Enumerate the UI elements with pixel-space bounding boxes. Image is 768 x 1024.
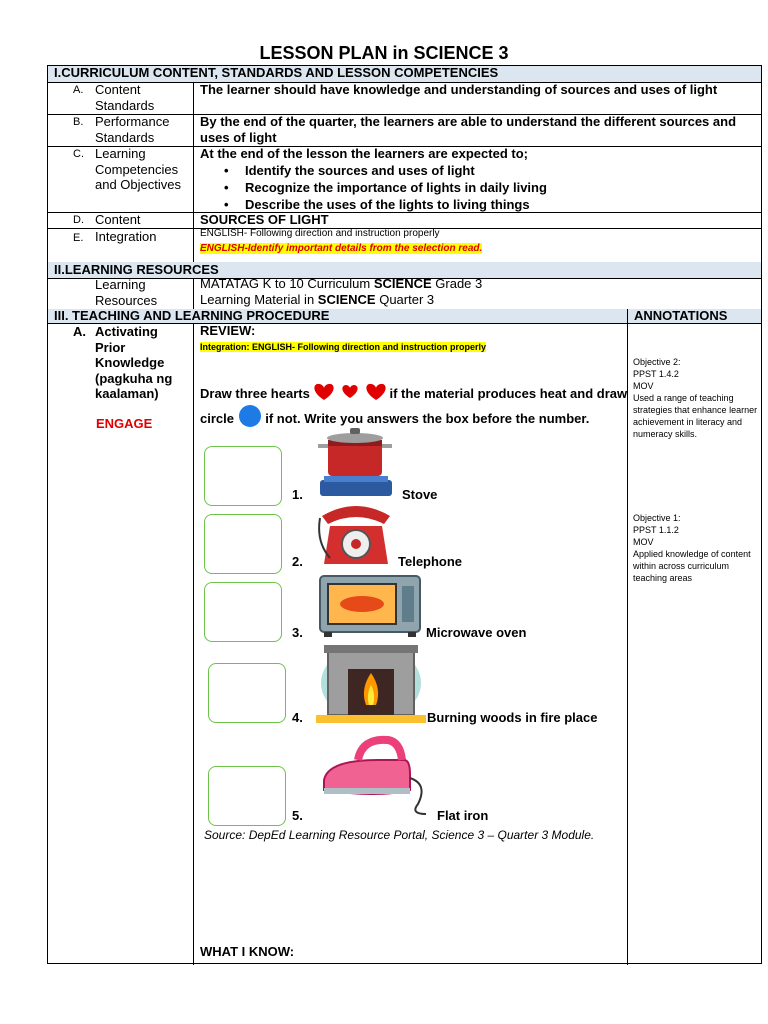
resource-line-2-bold: SCIENCE [317,292,376,307]
resource-line-1-pre: MATATAG K to 10 Curriculum [200,276,374,291]
item-label: Burning woods in fire place [427,710,598,725]
item-number: 5. [292,808,303,823]
resource-line-1 [200,276,482,292]
annotation-line: MOV [633,537,654,547]
review-heading: REVIEW: [200,323,256,338]
instruction-d: if not. Write you answers the box before the number. [265,411,590,426]
instruction-line-2 [200,404,589,428]
answer-box-4[interactable] [208,663,286,723]
row-e-letter: E. [73,232,84,244]
item-number: 3. [292,625,303,640]
annotation-line: MOV [633,381,654,391]
annotations-heading: ANNOTATIONS [628,309,761,323]
resource-line-2-pre: Learning Material in [200,292,318,307]
stove-icon [316,426,396,498]
row-a-text: The learner should have knowledge and understanding of sources and uses of light [200,82,718,97]
source-citation: Source: DepEd Learning Resource Portal, Science 3 – Quarter 3 Module. [204,828,595,842]
microwave-icon [318,572,422,638]
annotation-line: Used a range of teaching strategies that enhance learner achievement in literacy and numeracy skills. [633,393,758,439]
heart-icon [313,383,389,401]
step-a-label: Activating Prior Knowledge (pagkuha ng kaalaman) [95,324,173,401]
what-i-know-heading: WHAT I KNOW: [200,944,295,959]
resource-line-2-post: Quarter 3 [375,292,435,307]
annotation-line: PPST 1.4.2 [633,369,679,379]
step-a-letter: A. [73,324,86,339]
annotation-line: PPST 1.1.2 [633,525,679,535]
circle-icon [238,404,262,428]
row-b-letter: B. [73,116,84,128]
fireplace-icon [316,643,426,725]
item-number: 4. [292,710,303,725]
objectives-list [200,162,755,213]
row-a-label: Content Standards [95,82,155,113]
row-c-label: Learning Competencies and Objectives [95,146,181,192]
item-label: Flat iron [437,808,489,823]
page-title: LESSON PLAN in SCIENCE 3 [259,43,509,63]
objective-item: • Identify the sources and uses of light [200,162,755,179]
engage-label: ENGAGE [96,416,153,431]
resource-line-1-bold: SCIENCE [373,276,432,291]
row-e-label: Integration [95,229,157,244]
row-d-label: Content [95,212,141,227]
item-number: 2. [292,554,303,569]
row-c-letter: C. [73,148,84,160]
instruction-line-1 [200,383,627,401]
answer-box-5[interactable] [208,766,286,826]
row-d-letter: D. [73,214,84,226]
item-label: Microwave oven [426,625,527,640]
section1-heading: I.CURRICULUM CONTENT, STANDARDS AND LESSON COMPETENCIES [48,66,761,82]
objective-item: • Describe the uses of the lights to living things [200,196,755,213]
row-a-letter: A. [73,84,84,96]
objective-item: • Recognize the importance of lights in daily living [200,179,755,196]
integration-note: Integration: ENGLISH- Following direction and instruction properly [200,342,487,352]
row-c-intro: At the end of the lesson the learners are expected to; [200,146,528,161]
annotation-2 [633,512,759,584]
lesson-plan-table [47,65,762,964]
answer-box-1[interactable] [204,446,282,506]
row-b-label: Performance Standards [95,114,170,145]
item-number: 1. [292,487,303,502]
annotation-line: Applied knowledge of content within across curriculum teaching areas [633,549,751,583]
section3-heading: III. TEACHING AND LEARNING PROCEDURE [48,309,627,323]
telephone-icon [316,502,396,568]
answer-box-2[interactable] [204,514,282,574]
annotation-line: Objective 1: [633,513,681,523]
item-label: Stove [402,487,438,502]
resource-line-2 [200,292,434,308]
row-e-text: ENGLISH- Following direction and instruction properly [200,228,440,239]
annotation-line: Objective 2: [633,357,681,367]
row-e-text2: ENGLISH-Identify important details from the selection read. [200,243,483,254]
item-label: Telephone [398,554,463,569]
instruction-c: circle [200,411,234,426]
resource-line-1-post: Grade 3 [431,276,483,291]
row-d-text: SOURCES OF LIGHT [200,212,329,227]
instruction-a: Draw three hearts [200,386,310,401]
answer-box-3[interactable] [204,582,282,642]
row-b-text: By the end of the quarter, the learners are able to understand the different sources and uses of light [200,114,737,145]
annotation-1 [633,356,759,440]
resources-label: Learning Resources [95,277,158,308]
flat-iron-icon [318,734,434,818]
instruction-b: if the material produces heat and draw [389,386,628,401]
section2-heading: II.LEARNING RESOURCES [48,262,761,278]
